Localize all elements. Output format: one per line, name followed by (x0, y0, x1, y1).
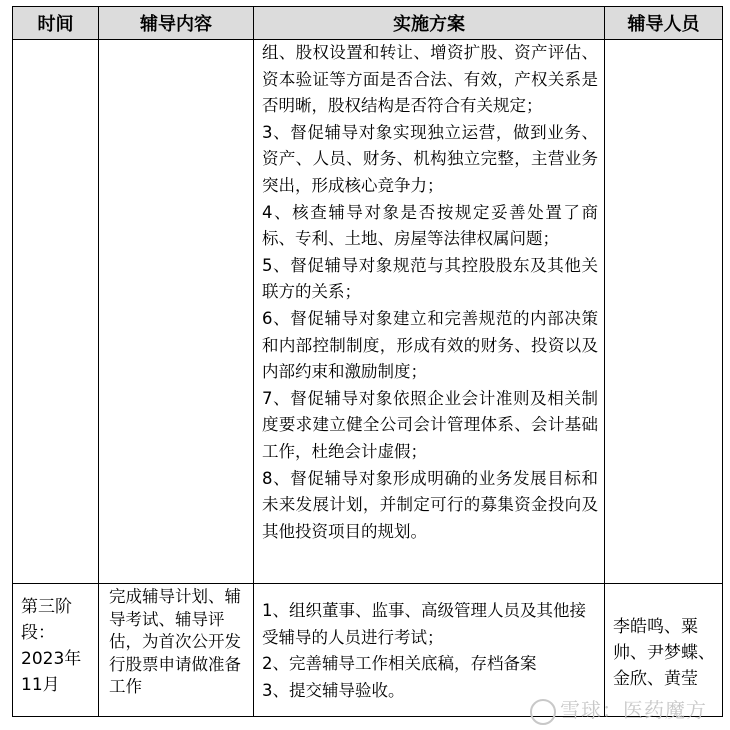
plan-item: 组、股权设置和转让、增资扩股、资产评估、资本验证等方面是否合法、有效，产权关系是否明晰，股权结构是否符合有关规定； (262, 43, 598, 116)
snowball-logo-icon (530, 699, 556, 725)
header-time: 时间 (13, 7, 99, 40)
plan-item: 7、督促辅导对象依照企业会计准则及相关制度要求建立健全公司会计管理体系、会计基础工作，杜绝会计虚假； (262, 388, 598, 461)
coaching-table (12, 6, 723, 717)
plan-item: 5、督促辅导对象规范与其控股股东及其他关联方的关系； (262, 255, 598, 302)
plan-item: 8、督促辅导对象形成明确的业务发展目标和未来发展计划，并制定可行的募集资金投向及其他投资项目的规划。 (262, 468, 598, 541)
stage-staff: 李皓鸣、粟帅、尹梦蝶、金欣、黄莹 (605, 584, 723, 717)
table-row (13, 40, 723, 584)
header-staff: 辅导人员 (605, 7, 723, 40)
plan-item: 6、督促辅导对象建立和完善规范的内部决策和内部控制制度，形成有效的财务、投资以及内部约束和激励制度； (262, 308, 598, 382)
plan-item: 3、提交辅导验收。 (262, 680, 405, 700)
content-cell-empty (99, 40, 254, 584)
plan-cell (254, 40, 605, 584)
staff-cell-empty (605, 40, 723, 584)
header-row (13, 7, 723, 40)
stage-content: 完成辅导计划、辅导考试、辅导评估，为首次公开发行股票申请做准备工作 (99, 584, 254, 717)
plan-item: 2、完善辅导工作相关底稿，存档备案 (262, 654, 537, 673)
header-content: 辅导内容 (99, 7, 254, 40)
plan-item: 4、核查辅导对象是否按规定妥善处置了商标、专利、土地、房屋等法律权属问题； (262, 202, 598, 249)
watermark-text: 雪球：医药魔方 (560, 698, 707, 722)
header-plan: 实施方案 (254, 7, 605, 40)
plan-item: 3、督促辅导对象实现独立运营，做到业务、资产、人员、财务、机构独立完整，主营业务突出，形成核心竞争力； (262, 122, 598, 195)
watermark (530, 694, 707, 725)
plan-item: 1、组织董事、监事、高级管理人员及其他接受辅导的人员进行考试； (262, 601, 586, 647)
stage-time: 第三阶段：2023年11月 (13, 584, 99, 717)
time-cell-empty (13, 40, 99, 584)
